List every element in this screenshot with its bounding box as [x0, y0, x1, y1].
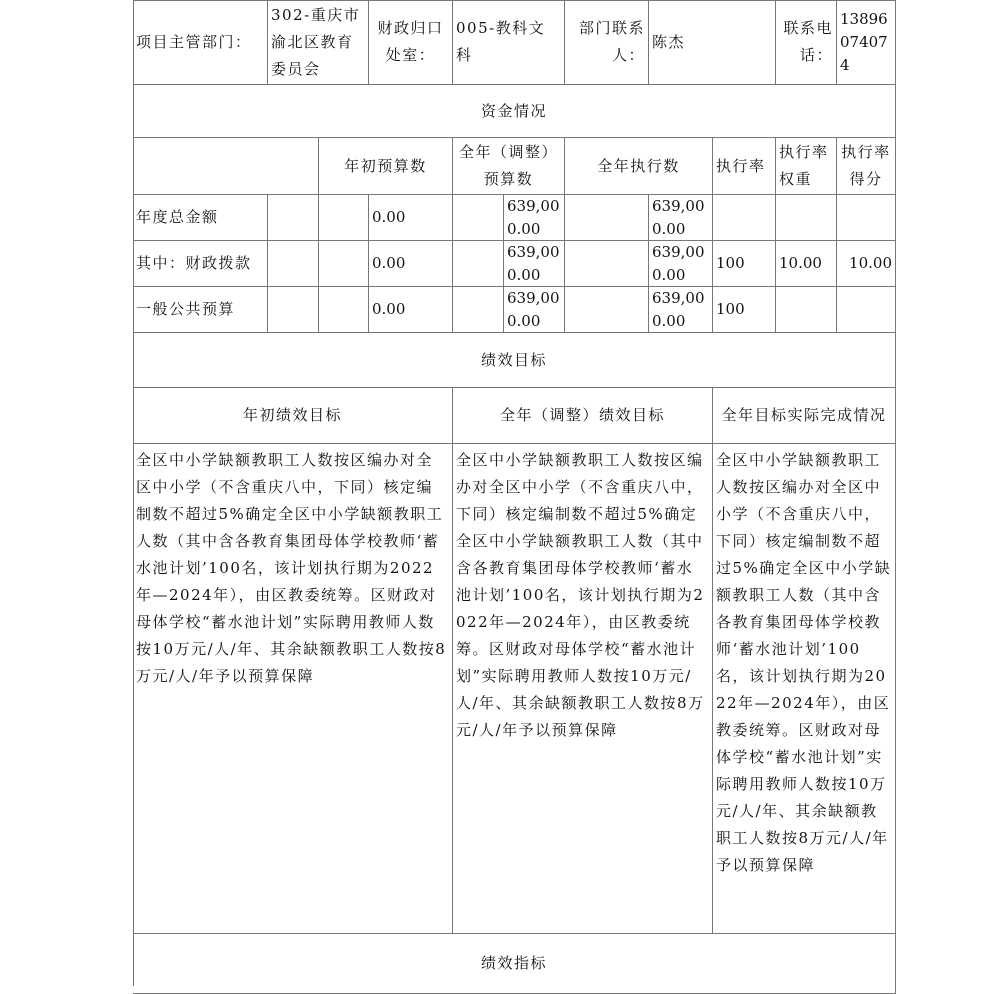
- executed-value: 639,000.00: [649, 241, 713, 287]
- actual-target-text: 全区中小学缺额教职工人数按区编办对全区中小学（不含重庆八中，下同）核定编制数不超过5%确定全区中小学缺额教职工人数（其中含各教育集团母体学校教师‘蓄水池计划’100名，该计划执行期为2022年—2024年），由区教委统筹。区财政对母体学校“蓄水池计划”实际聘用教师人数按10万元/人/年、其余缺额教职工人数按8万元/人/年予以预算保障: [713, 444, 896, 934]
- dept-value: 302-重庆市渝北区教育委员会: [268, 0, 369, 85]
- blank: [319, 241, 369, 287]
- phone-label: 联系电话：: [776, 0, 837, 85]
- adjusted-target-text: 全区中小学缺额教职工人数按区编办对全区中小学（不含重庆八中，下同）核定编制数不超过5%确定全区中小学缺额教职工人数（其中含各教育集团母体学校教师‘蓄水池计划’100名，该计划执行期为2022年—2024年），由区教委统筹。区财政对母体学校“蓄水池计划”实际聘用教师人数按10万元/人/年、其余缺额教职工人数按8万元/人/年予以预算保障: [453, 444, 713, 934]
- blank: [319, 287, 369, 333]
- finance-value: 005-教科文科: [453, 0, 565, 85]
- col-initial: 年初预算数: [319, 138, 453, 195]
- initial-value: 0.00: [369, 241, 453, 287]
- blank: [565, 287, 649, 333]
- row-label: 其中：财政拨款: [133, 241, 268, 287]
- targets-title: 绩效目标: [133, 333, 896, 388]
- blank: [268, 195, 319, 241]
- col-rate: 执行率: [713, 138, 776, 195]
- col-adjusted-target: 全年（调整）绩效目标: [453, 388, 713, 444]
- adjusted-value: 639,000.00: [504, 195, 565, 241]
- blank: [319, 195, 369, 241]
- col-weight: 执行率权重: [776, 138, 837, 195]
- col-executed: 全年执行数: [565, 138, 713, 195]
- initial-target-text: 全区中小学缺额教职工人数按区编办对全区中小学（不含重庆八中，下同）核定编制数不超过5%确定全区中小学缺额教职工人数（其中含各教育集团母体学校教师‘蓄水池计划’100名，该计划执行期为2022年—2024年），由区教委统筹。区财政对母体学校“蓄水池计划”实际聘用教师人数按10万元/人/年、其余缺额教职工人数按8万元/人/年予以预算保障: [133, 444, 453, 934]
- weight-value: 10.00: [776, 241, 837, 287]
- indicators-title: 绩效指标: [133, 934, 896, 994]
- score-value: 10.00: [837, 241, 896, 287]
- adjusted-value: 639,000.00: [504, 287, 565, 333]
- score-value: [837, 195, 896, 241]
- blank: [268, 287, 319, 333]
- dept-label: 项目主管部门：: [133, 0, 268, 85]
- contact-label: 部门联系人：: [565, 0, 649, 85]
- funds-header-blank: [133, 138, 319, 195]
- blank: [565, 241, 649, 287]
- blank: [565, 195, 649, 241]
- score-value: [837, 287, 896, 333]
- col-score: 执行率得分: [837, 138, 896, 195]
- row-label: 一般公共预算: [133, 287, 268, 333]
- rate-value: [713, 195, 776, 241]
- blank: [453, 195, 504, 241]
- blank: [453, 241, 504, 287]
- col-actual-target: 全年目标实际完成情况: [713, 388, 896, 444]
- finance-label: 财政归口处室：: [369, 0, 453, 85]
- rate-value: 100: [713, 287, 776, 333]
- blank: [268, 241, 319, 287]
- funds-title: 资金情况: [133, 85, 896, 138]
- weight-value: [776, 287, 837, 333]
- adjusted-value: 639,000.00: [504, 241, 565, 287]
- executed-value: 639,000.00: [649, 195, 713, 241]
- col-initial-target: 年初绩效目标: [133, 388, 453, 444]
- weight-value: [776, 195, 837, 241]
- contact-value: 陈杰: [649, 0, 776, 85]
- initial-value: 0.00: [369, 195, 453, 241]
- executed-value: 639,000.00: [649, 287, 713, 333]
- blank: [453, 287, 504, 333]
- col-adjusted: 全年（调整）预算数: [453, 138, 565, 195]
- rate-value: 100: [713, 241, 776, 287]
- phone-value: 13896074074: [837, 0, 896, 85]
- initial-value: 0.00: [369, 287, 453, 333]
- row-label: 年度总金额: [133, 195, 268, 241]
